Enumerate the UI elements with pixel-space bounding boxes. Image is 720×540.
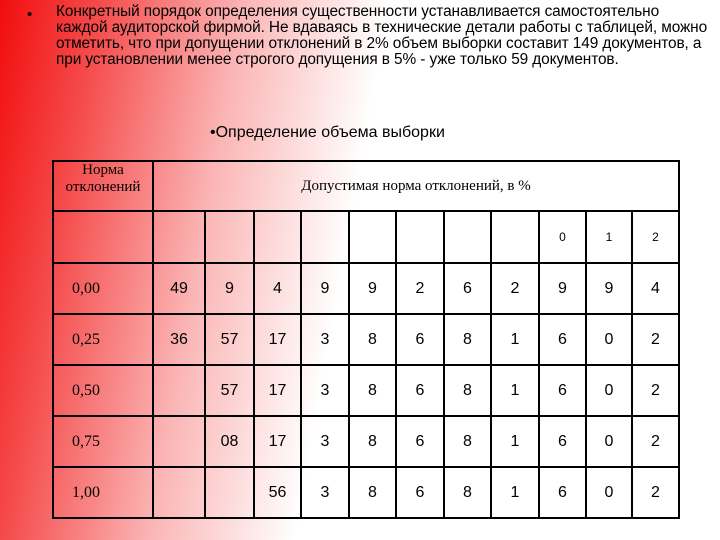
table-cell: 0: [586, 416, 632, 467]
table-cell: 49: [153, 263, 205, 314]
table-cell: [153, 365, 205, 416]
table-cell: 2: [396, 263, 444, 314]
table-cell: 6: [396, 467, 444, 518]
table-cell: 0: [586, 467, 632, 518]
table-cell: 9: [205, 263, 254, 314]
table-cell: [301, 211, 349, 263]
table-cell: 6: [539, 365, 586, 416]
table-cell: 3: [301, 467, 349, 518]
table-cell: 4: [632, 263, 679, 314]
table-cell: 9: [349, 263, 396, 314]
table-cell: 17: [254, 314, 301, 365]
table-cell: [254, 211, 301, 263]
table-cell: [153, 467, 205, 518]
header-norm: Норма отклонений: [53, 161, 153, 211]
table-cell: [491, 211, 539, 263]
section-heading: •Определение объема выборки: [210, 124, 445, 141]
table-cell: 6: [539, 416, 586, 467]
table-cell: 0: [586, 365, 632, 416]
table-cell: 8: [349, 467, 396, 518]
row-label: 0,25: [53, 314, 153, 365]
row-label: 0,00: [53, 263, 153, 314]
table-cell: 1: [491, 416, 539, 467]
table-cell: [444, 211, 491, 263]
table-cell: 0: [539, 211, 586, 263]
table-cell: [153, 211, 205, 263]
table-cell: 9: [301, 263, 349, 314]
table-cell: 8: [444, 314, 491, 365]
table-cell: 17: [254, 365, 301, 416]
table-cell: 8: [444, 365, 491, 416]
table-cell: 17: [254, 416, 301, 467]
header-tolerance: Допустимая норма отклонений, в %: [153, 161, 679, 211]
table-cell: 0: [586, 314, 632, 365]
row-label: 1,00: [53, 467, 153, 518]
table-cell: 2: [632, 416, 679, 467]
table-cell: 3: [301, 314, 349, 365]
table-cell: [205, 467, 254, 518]
table-cell: 1: [491, 314, 539, 365]
table-cell: [396, 211, 444, 263]
table-row: [53, 416, 679, 467]
row-label: 0,75: [53, 416, 153, 467]
table-cell: 1: [491, 365, 539, 416]
table-cell: 8: [349, 416, 396, 467]
table-cell: 1: [491, 467, 539, 518]
table-cell: 8: [444, 467, 491, 518]
table-cell: 6: [396, 365, 444, 416]
table-cell: 9: [586, 263, 632, 314]
table-cell: [205, 211, 254, 263]
table-cell: 6: [444, 263, 491, 314]
table-subheader-row: [53, 211, 679, 263]
intro-paragraph: Конкретный порядок определения существенности устанавливается самостоятельно каждой аудиторской фирмой. Не вдаваясь в технические детали работы с таблицей, можно отметить, что при допущении отклонений в 2% объем выборки составит 149 документов, а при установлении менее строгого допущения в 5% - уже только 59 документов.: [56, 3, 708, 68]
table-cell: 6: [539, 467, 586, 518]
table-cell: 2: [632, 467, 679, 518]
table-cell: 3: [301, 416, 349, 467]
table-cell: 6: [396, 314, 444, 365]
table-cell: 9: [539, 263, 586, 314]
table-row: [53, 314, 679, 365]
row-label: 0,50: [53, 365, 153, 416]
table-cell: 8: [349, 314, 396, 365]
sample-size-table: [52, 160, 680, 519]
table-cell: 36: [153, 314, 205, 365]
table-cell: [153, 416, 205, 467]
table-row: [53, 263, 679, 314]
table-cell: 57: [205, 365, 254, 416]
table-cell: 56: [254, 467, 301, 518]
table-row: [53, 467, 679, 518]
table-cell: 2: [632, 314, 679, 365]
table-cell: 2: [491, 263, 539, 314]
table-cell: 6: [539, 314, 586, 365]
table-cell: 8: [349, 365, 396, 416]
table-cell: 4: [254, 263, 301, 314]
table-cell: 6: [396, 416, 444, 467]
table-row: [53, 365, 679, 416]
table-cell: 2: [632, 211, 679, 263]
table-cell: 8: [444, 416, 491, 467]
bullet-icon: •: [27, 6, 33, 23]
table-cell: [349, 211, 396, 263]
table-cell: 3: [301, 365, 349, 416]
table-cell: 2: [632, 365, 679, 416]
table-header-row: [53, 161, 679, 211]
table-cell: 08: [205, 416, 254, 467]
table-cell: [53, 211, 153, 263]
table-cell: 57: [205, 314, 254, 365]
table-cell: 1: [586, 211, 632, 263]
